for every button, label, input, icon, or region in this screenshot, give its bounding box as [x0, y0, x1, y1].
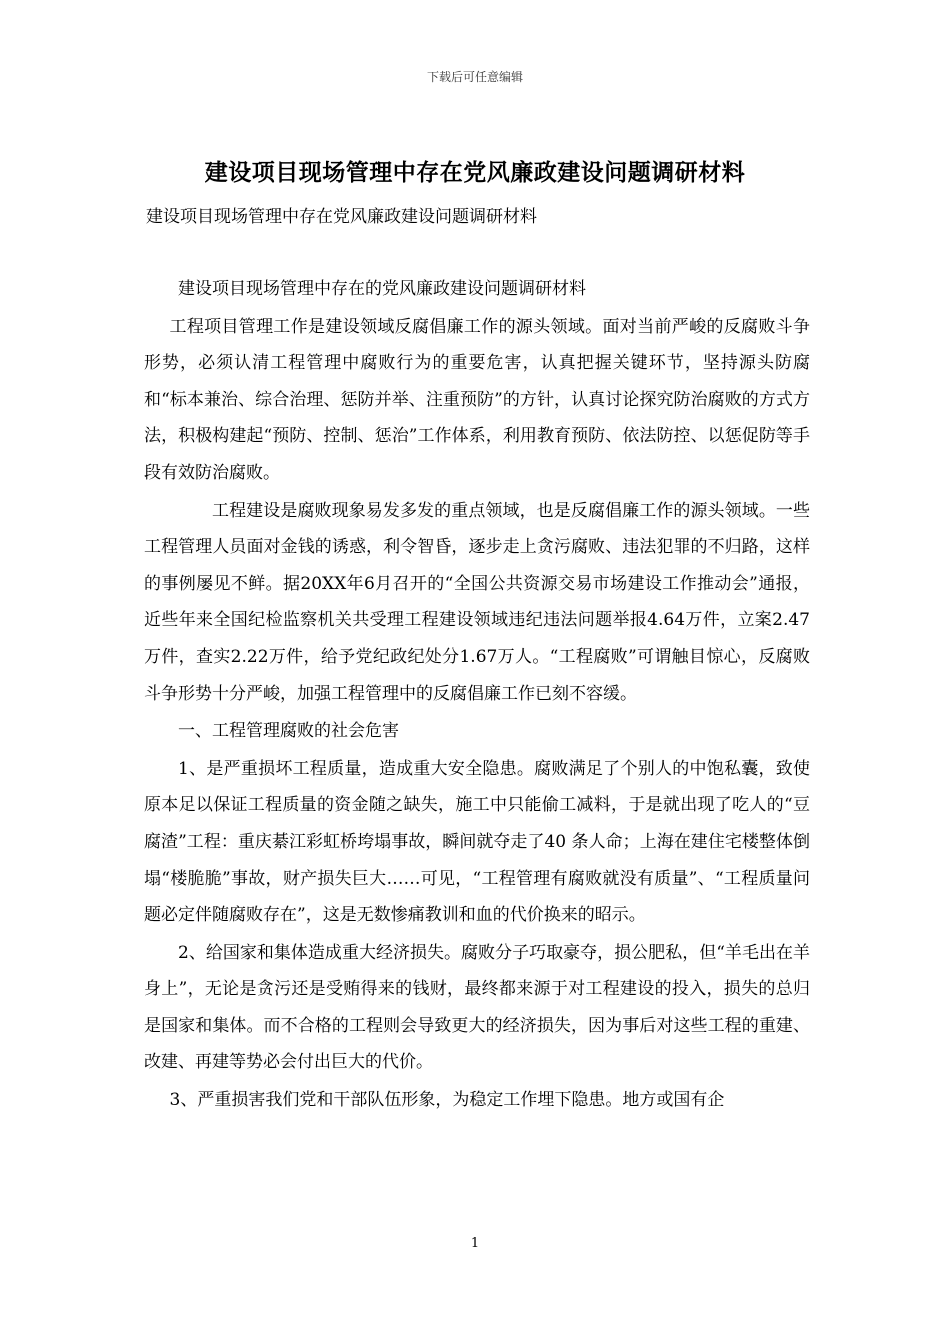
document-body — [144, 271, 810, 1120]
document-subtitle: 建设项目现场管理中存在党风廉政建设问题调研材料 — [146, 207, 537, 227]
document-title: 建设项目现场管理中存在党风廉政建设问题调研材料 — [204, 159, 746, 186]
paragraph-heading: 建设项目现场管理中存在的党风廉政建设问题调研材料 — [178, 279, 586, 299]
paragraph: 1、是严重损坏工程质量，造成重大安全隐患。腐败满足了个别人的中饱私囊，致使原本足以保证工程质量的资金随之缺失，施工中只能偷工减料，于是就出现了吃人的“豆腐渣”工程：重庆綦江彩虹桥垮塌事故，瞬间就夺走了40 条人命；上海在建住宅楼整体倒塌“楼脆脆”事故，财产损失巨大……可见，“工程管理有腐败就没有质量”、“工程质量问题必定伴随腐败存在”，这是无数惨痛教训和血的代价换来的昭示。 — [144, 758, 810, 926]
paragraph: 3、严重损害我们党和干部队伍形象，为稳定工作埋下隐患。地方或国有企 — [169, 1090, 725, 1111]
header-note: 下载后可任意编辑 — [426, 70, 523, 84]
paragraph: 2、给国家和集体造成重大经济损失。腐败分子巧取豪夺，损公肥私，但“羊毛出在羊身上”，无论是贪污还是受贿得来的钱财，最终都来源于对工程建设的投入，损失的总归是国家和集体。而不合格的工程则会导致更大的经济损失，因为事后对这些工程的重建、改建、再建等势必会付出巨大的代价。 — [144, 942, 810, 1073]
paragraph: 工程项目管理工作是建设领域反腐倡廉工作的源头领域。面对当前严峻的反腐败斗争形势，必须认清工程管理中腐败行为的重要危害，认真把握关键环节，坚持源头防腐和“标本兼治、综合治理、惩防并举、注重预防”的方针，认真讨论探究防治腐败的方式方法，积极构建起“预防、控制、惩治”工作体系，利用教育预防、依法防控、以惩促防等手段有效防治腐败。 — [144, 316, 810, 483]
page-number: 1 — [470, 1236, 480, 1251]
section-heading: 一、工程管理腐败的社会危害 — [178, 721, 399, 742]
paragraph: 工程建设是腐败现象易发多发的重点领域，也是反腐倡廉工作的源头领域。一些工程管理人员面对金钱的诱惑，利令智昏，逐步走上贪污腐败、违法犯罪的不归路，这样的事例屡见不鲜。据20XX年6月召开的“全国公共资源交易市场建设工作推动会”通报，近些年来全国纪检监察机关共受理工程建设领域违纪违法问题举报4.64万件，立案2.47万件，查实2.22万件，给予党纪政纪处分1.67万人。“工程腐败”可谓触目惊心，反腐败斗争形势十分严峻，加强工程管理中的反腐倡廉工作已刻不容缓。 — [144, 500, 810, 704]
